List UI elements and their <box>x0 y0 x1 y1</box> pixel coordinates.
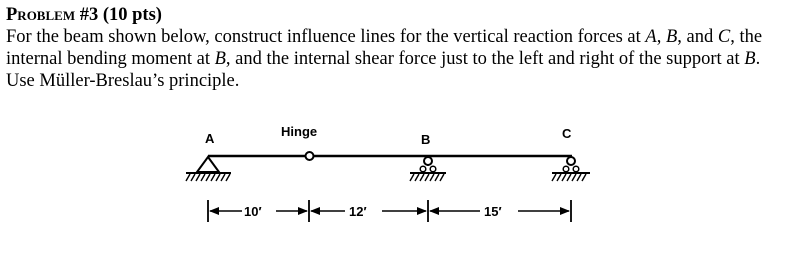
text-part: , and <box>677 27 718 47</box>
dimension-label-10: 10′ <box>244 204 262 219</box>
dimension-label-15: 15′ <box>484 204 502 219</box>
roller-support-b-icon <box>410 157 446 181</box>
problem-points: (10 pts) <box>102 5 162 25</box>
text-var: A <box>645 27 657 47</box>
label-a: A <box>205 131 215 146</box>
text-part: , the internal bending moment at <box>6 27 763 69</box>
label-hinge: Hinge <box>281 124 318 139</box>
roller-support-c-icon <box>552 157 590 181</box>
text-part: For the beam shown below, construct influence lines for the vertical reaction forces at <box>6 27 646 47</box>
dimension-10 <box>209 204 308 219</box>
text-part: . Use Müller-Breslau’s principle. <box>6 49 761 91</box>
text-var: B <box>744 49 756 69</box>
text-part: , and the internal shear force just to the left and right of the support at <box>225 49 745 69</box>
hinge-icon <box>306 152 314 160</box>
dimension-15 <box>429 204 570 219</box>
dimension-label-12: 12′ <box>349 204 367 219</box>
text-var: B <box>214 49 226 69</box>
problem-title: Problem #3 <box>6 5 99 25</box>
label-c: C <box>562 126 572 141</box>
text-var: B <box>665 27 678 47</box>
dimension-12 <box>310 204 427 219</box>
text-var: C <box>717 27 731 47</box>
pin-support-a-icon <box>186 157 231 181</box>
label-b: B <box>421 132 431 147</box>
text-part: , <box>656 27 666 47</box>
